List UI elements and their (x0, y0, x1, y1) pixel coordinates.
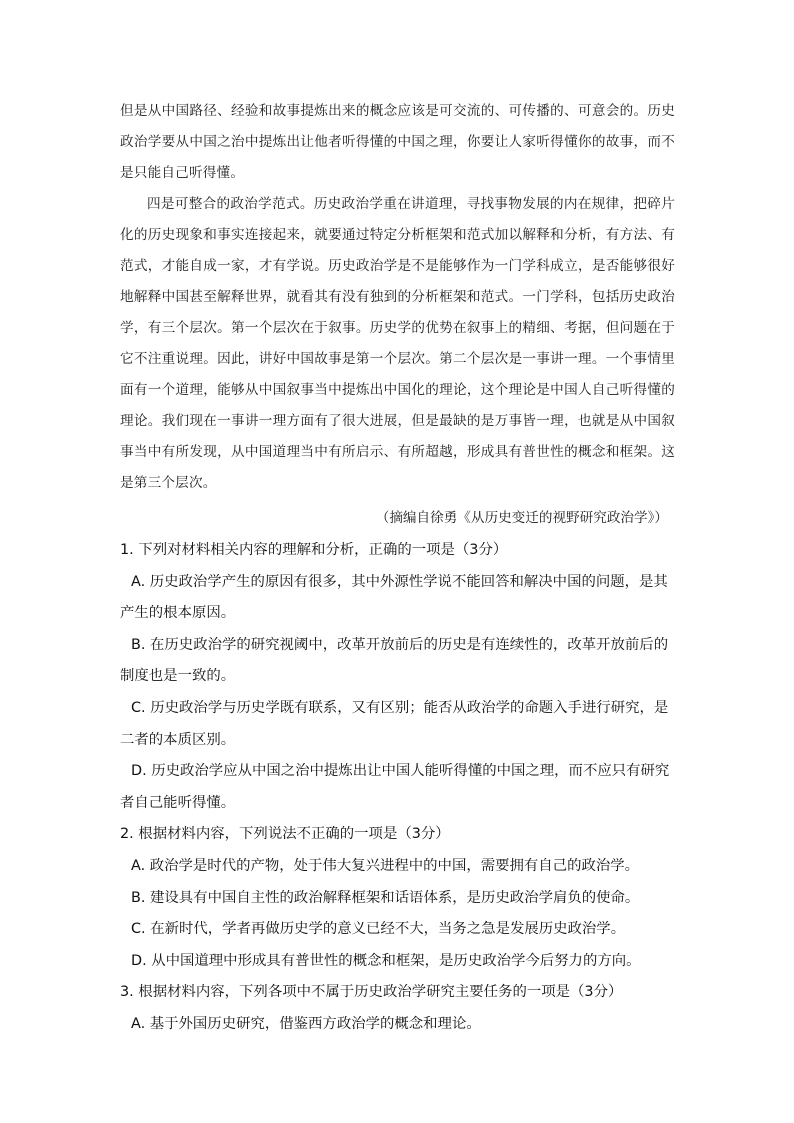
question-1-option-a: A. 历史政治学产生的原因有很多，其中外源性学说不能回答和解决中国的问题，是其产生的根本原因。 (120, 573, 668, 622)
question-2-option-a: A. 政治学是时代的产物，处于伟大复兴进程中的中国，需要拥有自己的政治学。 (131, 857, 640, 874)
passage-source: （摘编自徐勇《从历史变迁的视野研究政治学》） (375, 510, 668, 526)
question-3-option-a: A. 基于外国历史研究，借鉴西方政治学的概念和理论。 (131, 1015, 481, 1032)
question-1-option-c: C. 历史政治学与历史学既有联系，又有区别；能否从政治学的命题入手进行研究，是二者的本质区别。 (120, 699, 669, 748)
question-2-option-d: D. 从中国道理中形成具有普世性的概念和框架，是历史政治学今后努力的方向。 (131, 952, 641, 969)
passage-paragraph-1: 但是从中国路径、经验和故事提炼出来的概念应该是可交流的、可传播的、可意会的。历史政治学要从中国之治中提炼出让他者听得懂的中国之理，你要让人家听得懂你的故事，而不是只能自己听得懂。 (120, 103, 675, 181)
reading-passage (120, 96, 675, 499)
question-1-stem: 1. 下列对材料相关内容的理解和分析，正确的一项是（3分） (120, 542, 508, 558)
passage-paragraph-2: 四是可整合的政治学范式。历史政治学重在讲道理，寻找事物发展的内在规律，把碎片化的历史现象和事实连接起来，就要通过特定分析框架和范式加以解释和分析，有方法、有范式，才能自成一家，才有学说。历史政治学是不是能够作为一门学科成立，是否能够很好地解释中国甚至解释世界，就看其有没有独到的分析框架和范式。一门学科，包括历史政治学，有三个层次。第一个层次在于叙事。历史学的优势在叙事上的精细、考据，但问题在于它不注重说理。因此，讲好中国故事是第一个层次。第二个层次是一事讲一理。一个事情里面有一个道理，能够从中国叙事当中提炼出中国化的理论，这个理论是中国人自己听得懂的理论。我们现在一事讲一理方面有了很大进展，但是最缺的是万事皆一理，也就是从中国叙事当中有所发现，从中国道理当中有所启示、有所超越，形成具有普世性的概念和框架。这是第三个层次。 (120, 196, 675, 491)
question-2-option-c: C. 在新时代，学者再做历史学的意义已经不大，当务之急是发展历史政治学。 (131, 921, 626, 938)
question-2-stem: 2. 根据材料内容，下列说法不正确的一项是（3分） (120, 826, 450, 843)
question-1-option-d: D. 历史政治学应从中国之治中提炼出让中国人能听得懂的中国之理，而不应只有研究者自己能听得懂。 (120, 763, 670, 811)
question-1-option-b: B. 在历史政治学的研究视阈中，改革开放前后的历史是有连续性的，改革开放前后的制度也是一致的。 (120, 636, 669, 685)
question-list (120, 535, 675, 1041)
question-2-option-b: B. 建设具有中国自主性的政治解释框架和话语体系，是历史政治学肩负的使命。 (131, 889, 640, 906)
question-3-stem: 3. 根据材料内容，下列各项中不属于历史政治学研究主要任务的一项是（3分） (120, 984, 623, 1001)
